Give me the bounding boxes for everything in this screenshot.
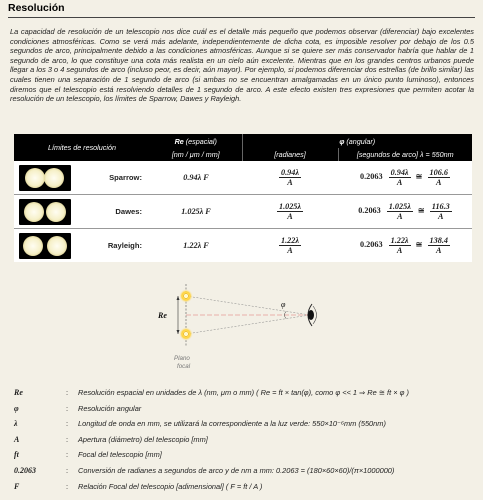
table-row [14, 161, 472, 195]
conversion-constant: 0.2063 [358, 206, 381, 216]
intro-paragraph: La capacidad de resolución de un telescopio nos dice cuál es el detalle más pequeño que podemos observar (diferenciar) bajo excelentes condiciones atmosféricas. Como se verá más adelante, independientemente de dicha cota, es imposible resolver por debajo de los 0.5 segundos de arco, principalmente debido a las condiciones atmosféricas. Aunque si se quiere ser más conservador habría que hablar de 1 segundo de arco, lo que constituye una cota más realista en un cielo aún excelente. Mientras que en los grandes centros urbanos puede llegar a los 3 o 4 segundos de arco (incluso peor, es decir, aún mayor). Por ejemplo, si podemos diferenciar dos estrellas (de brillo similar) las cuales tienen una separación de 1 segundo de arco (si ambas no se encuentran amalgamadas en un único punto luminoso), entonces diremos que el telescopio está resolviendo detalles de 1 segundo de arco. A este efecto existen tres expresiones que permiten acotar la resolución de un telescopio, los límites de Sparrow, Dawes y Rayleigh. [10, 27, 474, 104]
approx-sign: ≅ [415, 240, 423, 250]
legend-row: Re : Resolución espacial en unidades de λ (nm, μm o mm) ( Re = ft × tan(φ), como φ << 1 ⇒ Re ≅ ft × φ ) [14, 388, 476, 404]
limit-name: Dawes: [76, 195, 150, 229]
radian-formula [242, 161, 338, 195]
table-row [14, 195, 472, 229]
airy-disk-image [19, 165, 71, 191]
legend-symbol: λ [14, 419, 18, 429]
resolution-table [14, 134, 472, 262]
legend-text: Resolución angular [78, 403, 142, 413]
re-formula: 1.22λ F [150, 229, 242, 263]
frac-den: A [438, 212, 444, 221]
legend-symbol: F [14, 481, 20, 491]
unit-arcsec: [segundos de arco] λ = 550nm [338, 148, 472, 161]
legend-symbol: φ [14, 403, 19, 413]
approx-sign: ≅ [417, 206, 425, 216]
frac-den: A [397, 212, 403, 221]
legend-row: ft : Focal del telescopio [mm] [14, 450, 476, 466]
frac-num: 138.4 [429, 236, 448, 245]
header-re-symbol: Re [174, 136, 184, 146]
frac-den: A [287, 212, 293, 221]
unit-re: [nm / μm / mm] [150, 148, 242, 161]
frac-num: 116.3 [431, 202, 450, 211]
frac-num: 1.22λ [390, 236, 409, 245]
radian-formula [242, 229, 338, 263]
header-re [150, 134, 242, 148]
re-formula: 0.94λ F [150, 161, 242, 195]
arcsec-formula [338, 195, 472, 229]
frac-den: A [396, 178, 403, 187]
header-phi [242, 134, 472, 148]
legend-text: Conversión de radianes a segundos de arco y de nm a mm: 0.2063 = (180×60×60)/(π×1000000) [78, 465, 395, 475]
legend-row: A : Apertura (diámetro) del telescopio [mm] [14, 435, 476, 451]
frac-num: 0.94λ [281, 168, 299, 177]
frac-num: 1.025λ [388, 202, 411, 211]
airy-image [14, 229, 76, 263]
airy-image [14, 195, 76, 229]
legend-text: Resolución espacial en unidades de λ (nm, μm o mm) ( Re = ft × tan(φ), como φ << 1 ⇒ Re ≅ ft × φ ) [78, 388, 409, 397]
ray-bottom [186, 315, 310, 334]
header-phi-symbol: φ [339, 136, 345, 146]
frac-num: 1.025λ [278, 202, 302, 211]
unit-radians: [radianes] [242, 148, 338, 161]
plane-label-2: focal [177, 363, 191, 370]
limit-name: Rayleigh: [76, 229, 150, 263]
header-re-sub: (espacial) [185, 136, 217, 146]
airy-disk-image [19, 199, 71, 225]
re-label: Re [158, 311, 167, 320]
legend-symbol: Re [14, 388, 23, 397]
ray-top [186, 296, 310, 315]
arcsec-formula [338, 229, 472, 263]
conversion-constant: 0.2063 [360, 240, 383, 250]
arcsec-formula [338, 161, 472, 195]
legend-text: Longitud de onda en mm, se utilizará la correspondiente a la luz verde: 550×10⁻⁶mm (550nm) [78, 419, 386, 429]
title-divider [8, 17, 475, 18]
legend-symbol: A [14, 434, 20, 444]
plane-label-1: Plano [174, 355, 190, 362]
table-row [14, 229, 472, 263]
legend-symbol: ft [14, 450, 19, 460]
airy-image [14, 161, 76, 195]
legend-text: Relación Focal del telescopio [adimensional] ( F = ft / A ) [78, 481, 263, 491]
legend-row: φ : Resolución angular [14, 404, 476, 420]
frac-den: A [287, 178, 293, 187]
conversion-constant: 0.2063 [360, 172, 383, 182]
re-formula: 1.025λ F [150, 195, 242, 229]
legend-row: λ : Longitud de onda en mm, se utilizará la correspondiente a la luz verde: 550×10⁻⁶mm (550nm) [14, 419, 476, 435]
frac-num: 106.6 [429, 168, 448, 177]
phi-label: φ [281, 300, 286, 309]
approx-sign: ≅ [415, 172, 423, 182]
symbol-legend [14, 388, 476, 497]
frac-num: 1.22λ [281, 236, 299, 245]
legend-text: Apertura (diámetro) del telescopio [mm] [78, 434, 208, 444]
frac-den: A [436, 178, 442, 187]
header-limits: Límites de resolución [14, 134, 150, 161]
legend-text: Focal del telescopio [mm] [78, 450, 162, 460]
legend-symbol: 0.2063 [14, 465, 36, 475]
radian-formula [242, 195, 338, 229]
section-title: Resolución [8, 2, 65, 14]
frac-den: A [436, 246, 442, 255]
frac-num: 0.94λ [390, 168, 409, 177]
airy-disk-image [19, 233, 71, 259]
frac-den: A [396, 246, 403, 255]
legend-row: 0.2063 : Conversión de radianes a segundos de arco y de nm a mm: 0.2063 = (180×60×60)/(π×1000000) [14, 466, 476, 482]
limit-name: Sparrow: [76, 161, 150, 195]
frac-den: A [287, 246, 293, 255]
header-phi-sub: (angular) [346, 136, 376, 146]
legend-row: F : Relación Focal del telescopio [adimensional] ( F = ft / A ) [14, 482, 476, 498]
optics-diagram [150, 282, 350, 382]
